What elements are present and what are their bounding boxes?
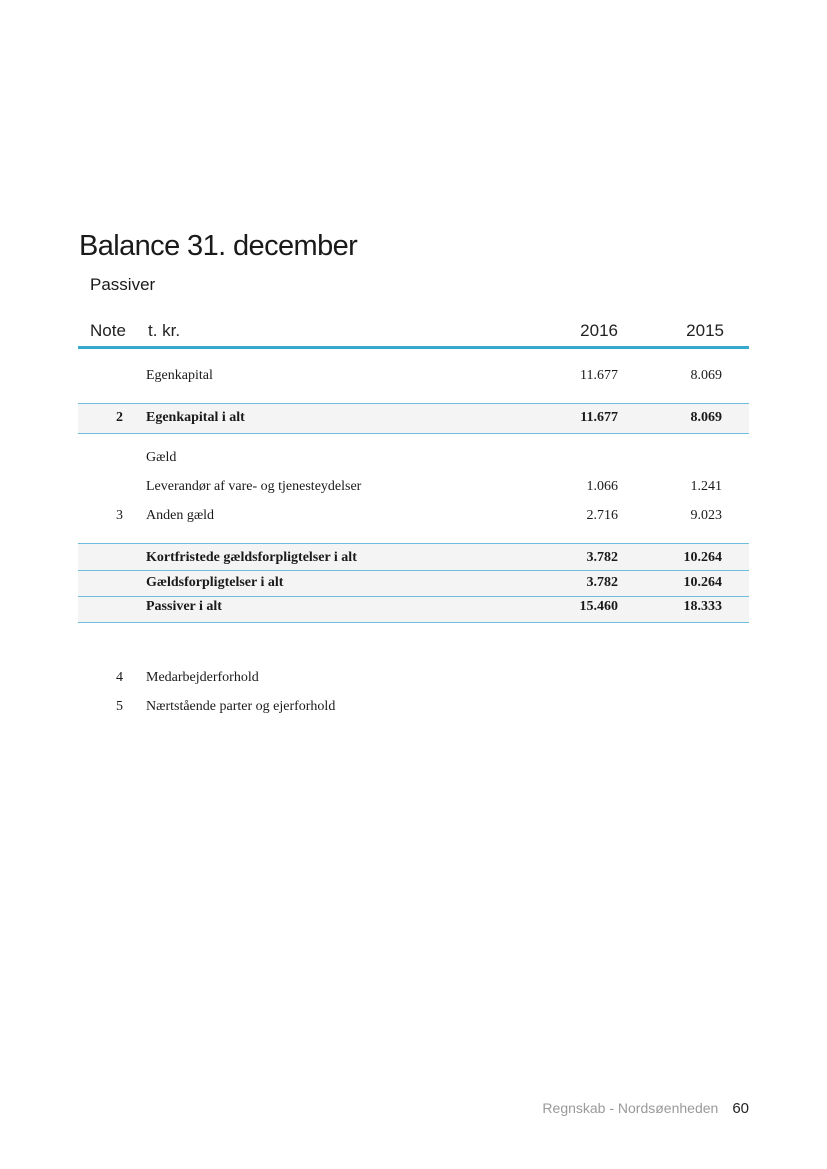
balance-table xyxy=(78,316,749,623)
row-value-2015: 10.264 xyxy=(683,550,722,565)
table-row-total xyxy=(78,543,749,570)
row-value-2015: 8.069 xyxy=(690,410,722,425)
table-row-total xyxy=(78,403,749,434)
row-value-2015: 18.333 xyxy=(683,599,722,614)
row-label: Leverandør af vare- og tjenesteydelser xyxy=(146,479,362,494)
row-value-2015: 9.023 xyxy=(690,508,722,523)
header-note: Note xyxy=(90,321,126,340)
notes-list xyxy=(78,664,749,722)
row-value-2016: 3.782 xyxy=(586,575,618,590)
page-title: Balance 31. december xyxy=(79,230,358,262)
header-unit: t. kr. xyxy=(148,321,181,340)
row-label: Passiver i alt xyxy=(146,599,222,614)
page-number: 60 xyxy=(732,1100,749,1117)
row-value-2015: 10.264 xyxy=(683,575,722,590)
row-value-2016: 1.066 xyxy=(586,479,618,494)
table-row xyxy=(78,502,749,543)
table-row-total xyxy=(78,570,749,596)
row-label: Egenkapital i alt xyxy=(146,410,245,425)
list-item xyxy=(78,664,749,693)
table-header xyxy=(78,316,749,349)
row-label: Anden gæld xyxy=(146,508,215,523)
row-note: 3 xyxy=(116,508,123,523)
row-value-2016: 11.677 xyxy=(580,368,618,383)
table-row-total xyxy=(78,596,749,623)
row-label: Gæld xyxy=(146,450,177,465)
row-note: 2 xyxy=(116,410,123,425)
note-number: 4 xyxy=(116,670,123,685)
list-item xyxy=(78,693,749,722)
row-label: Kortfristede gældsforpligtelser i alt xyxy=(146,550,357,565)
row-label: Gældsforpligtelser i alt xyxy=(146,575,284,590)
note-label: Nærtstående parter og ejerforhold xyxy=(146,699,336,714)
page-subtitle: Passiver xyxy=(90,275,156,294)
table-row xyxy=(78,473,749,502)
row-value-2016: 15.460 xyxy=(579,599,618,614)
table-row-section xyxy=(78,444,749,473)
row-value-2016: 2.716 xyxy=(586,508,618,523)
row-label: Egenkapital xyxy=(146,368,213,383)
row-value-2016: 11.677 xyxy=(580,410,618,425)
page-footer xyxy=(542,1100,749,1117)
row-value-2016: 3.782 xyxy=(586,550,618,565)
footer-section: Regnskab - Nordsøenheden xyxy=(542,1100,719,1116)
row-value-2015: 8.069 xyxy=(690,368,722,383)
note-label: Medarbejderforhold xyxy=(146,670,259,685)
row-value-2015: 1.241 xyxy=(690,479,722,494)
note-number: 5 xyxy=(116,699,123,714)
header-2016: 2016 xyxy=(580,321,618,340)
header-2015: 2015 xyxy=(686,321,724,340)
table-row xyxy=(78,362,749,403)
